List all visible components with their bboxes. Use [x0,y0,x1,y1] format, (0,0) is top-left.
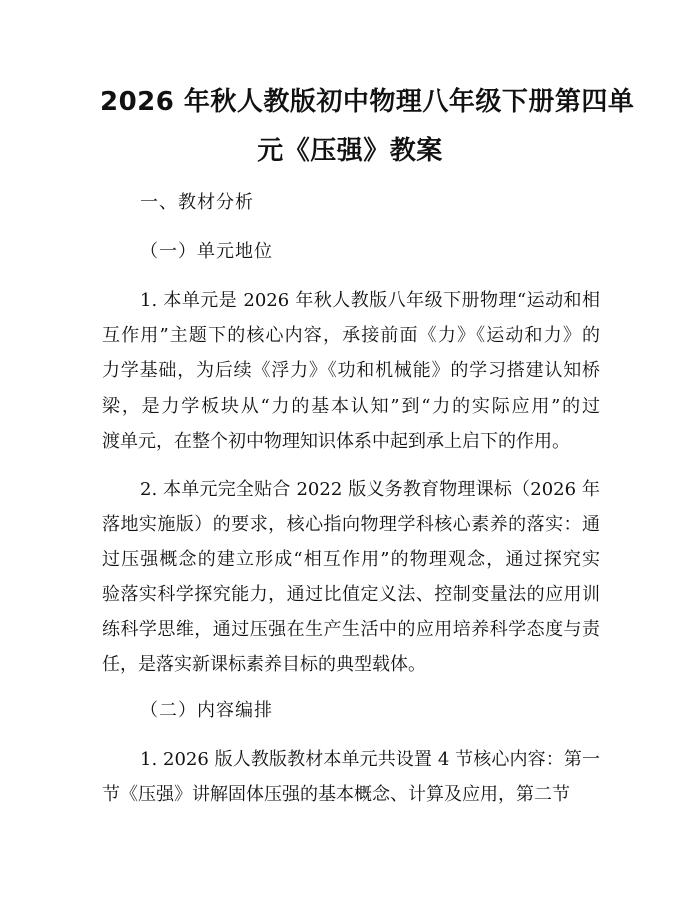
document-title-line-2: 元《压强》教案 [257,136,443,166]
paragraph-line: 任，是落实新课标素养目标的典型载体。 [102,654,426,675]
paragraph-line: 节《压强》讲解固体压强的基本概念、计算及应用，第二节 [102,784,570,805]
subsection-heading-content-arrangement: （二）内容编排 [140,700,273,721]
paragraph-line: 渡单元，在整个初中物理知识体系中起到承上启下的作用。 [102,431,570,452]
paragraph-line: 1. 本单元是 2026 年秋人教版八年级下册物理“运动和相 [140,290,600,311]
paragraph-line: 梁，是力学板块从“力的基本认知”到“力的实际应用”的过 [102,396,600,417]
document-title-line-1: 2026 年秋人教版初中物理八年级下册第四单 [100,87,635,117]
paragraph-line: 2. 本单元完全贴合 2022 版义务教育物理课标（2026 年 [140,479,600,500]
subsection-heading-unit-position: （一）单元地位 [140,241,273,262]
paragraph-line: 验落实科学探究能力，通过比值定义法、控制变量法的应用训 [102,584,600,605]
paragraph-line: 练科学思维，通过压强在生产生活中的应用培养科学态度与责 [102,619,600,640]
paragraph-line: 互作用”主题下的核心内容，承接前面《力》《运动和力》的 [102,325,600,346]
paragraph-line: 1. 2026 版人教版教材本单元共设置 4 节核心内容：第一 [140,749,600,770]
paragraph-line: 落地实施版）的要求，核心指向物理学科核心素养的落实：通 [102,514,600,535]
paragraph-line: 力学基础，为后续《浮力》《功和机械能》的学习搭建认知桥 [102,360,600,381]
paragraph-line: 过压强概念的建立形成“相互作用”的物理观念，通过探究实 [102,549,600,570]
section-heading-textbook-analysis: 一、教材分析 [140,192,254,213]
